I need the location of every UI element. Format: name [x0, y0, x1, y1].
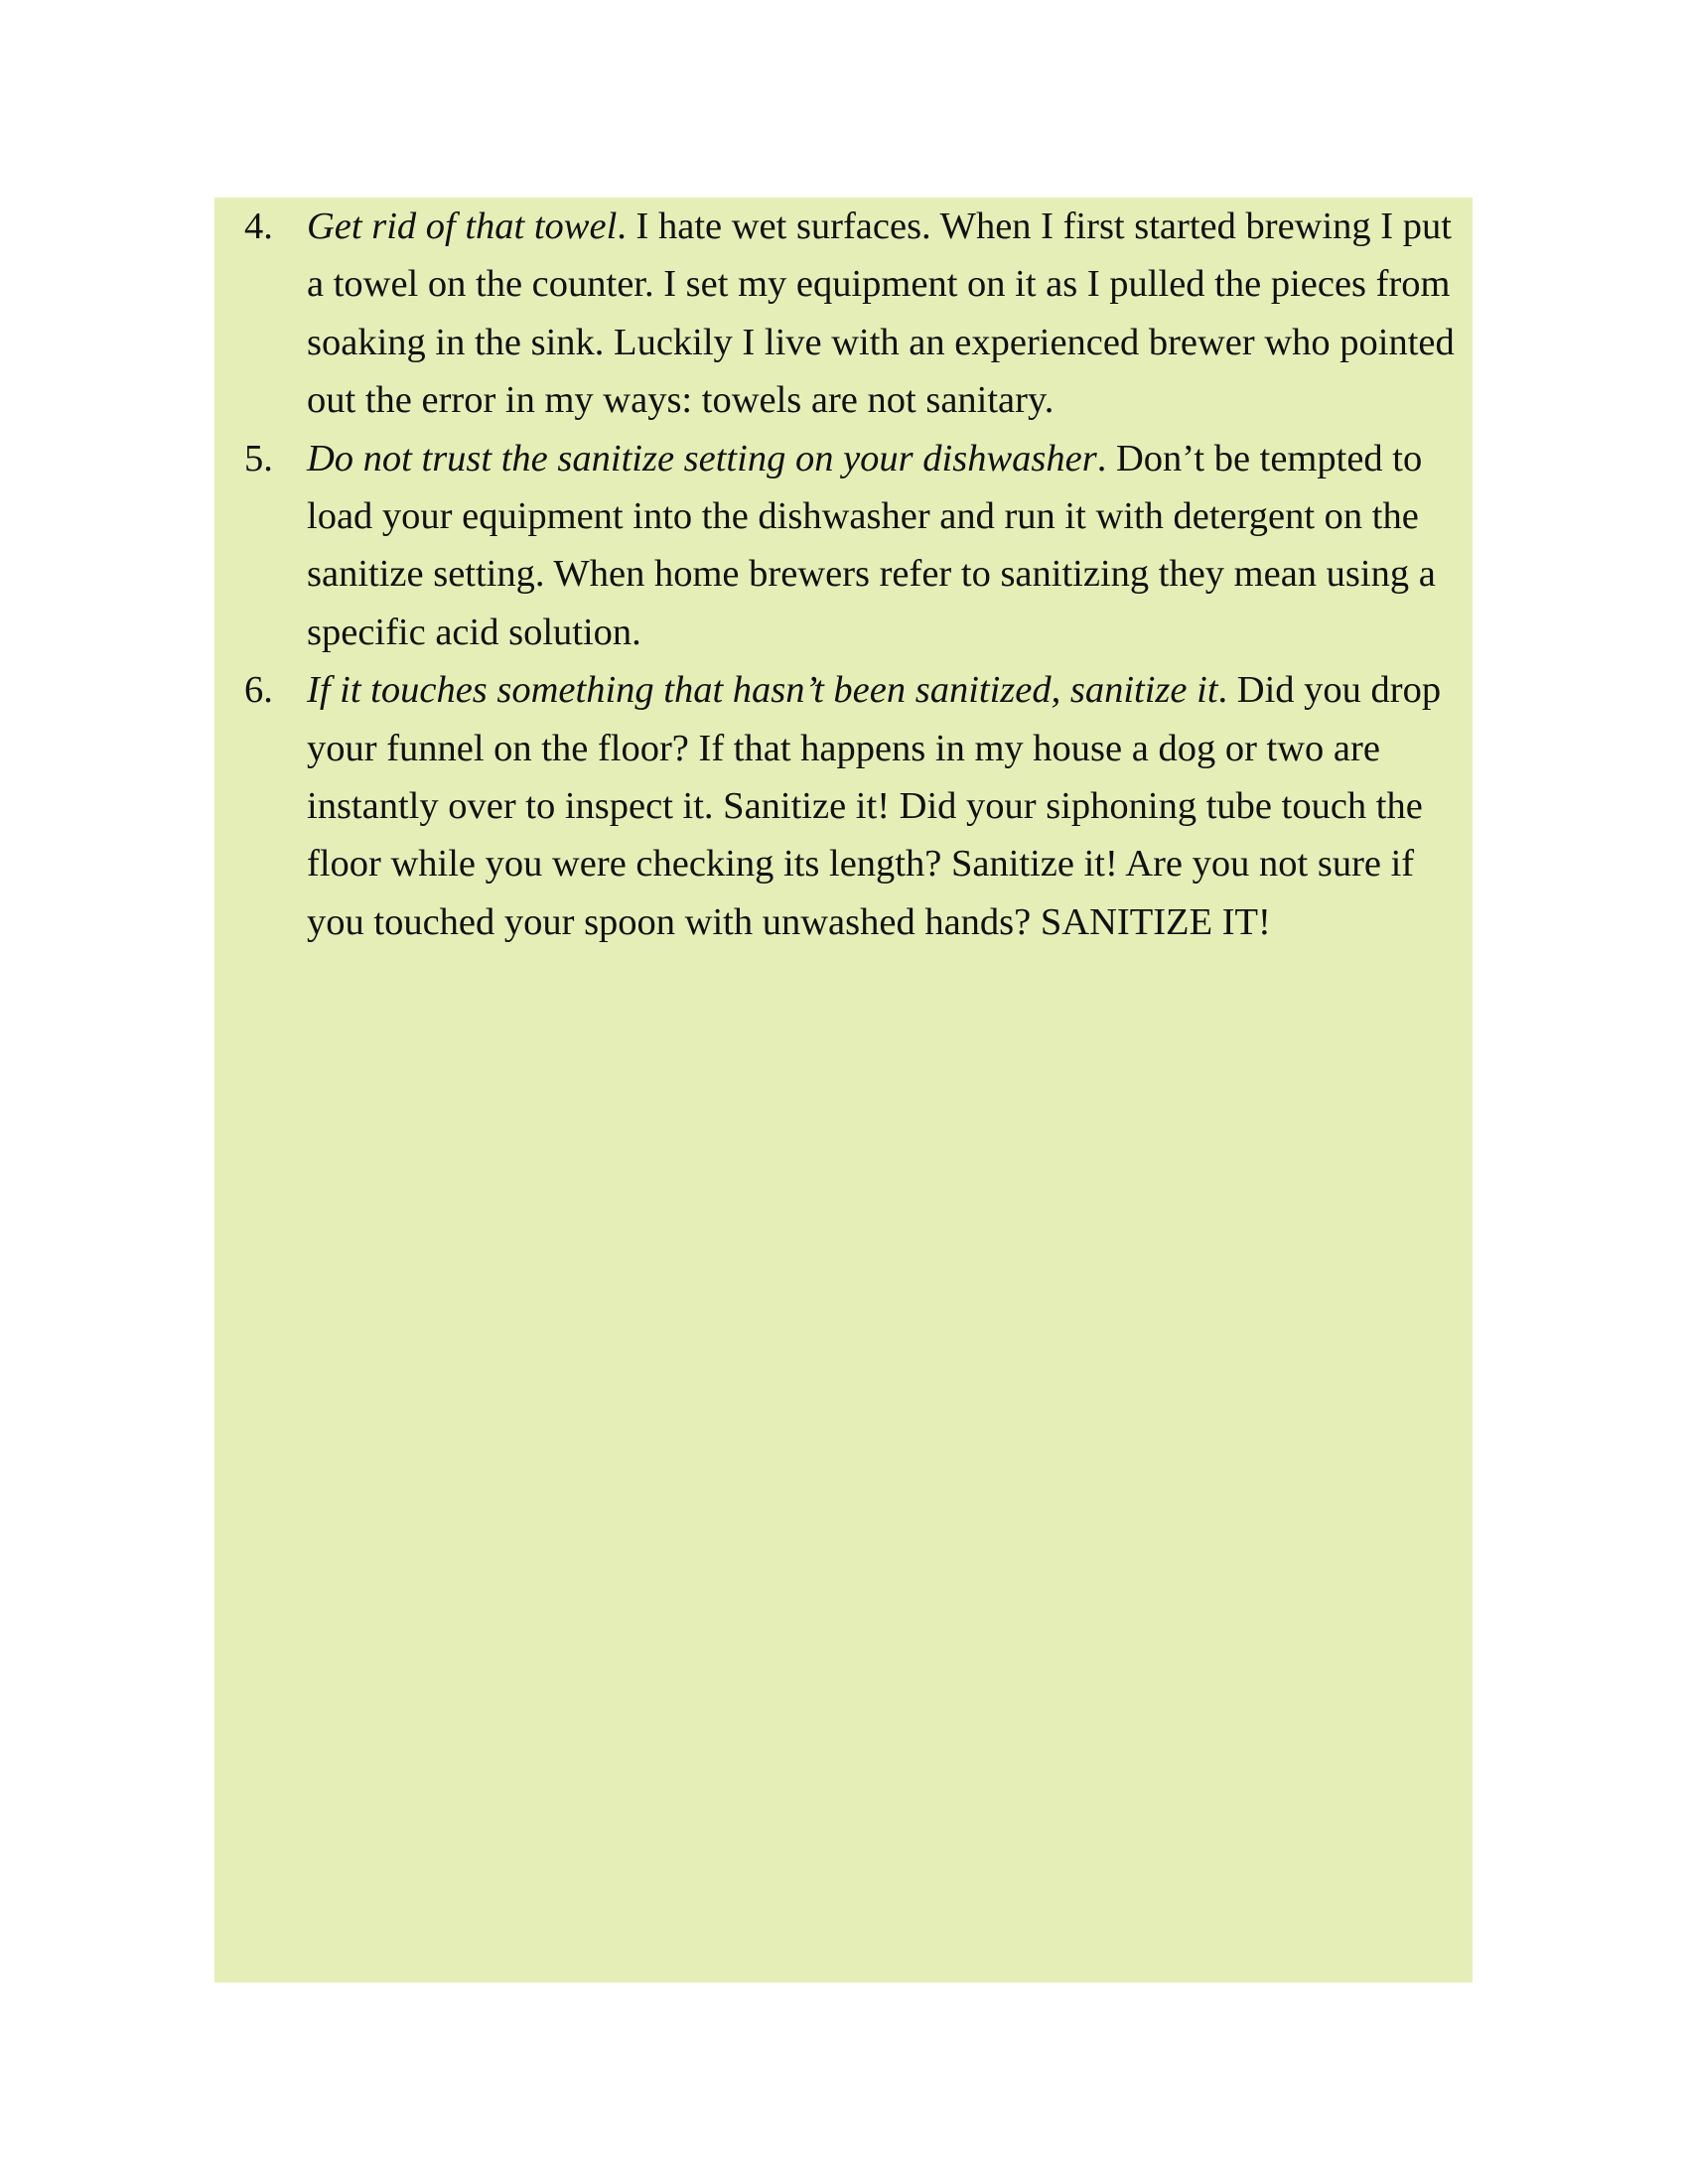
list-item-lead: Get rid of that towel — [307, 205, 618, 247]
list-item — [244, 430, 1466, 662]
list-item-body: . I hate wet surfaces. When I first started brewing I put a towel on the counter. I set my equipment on it as I pulled the pieces from soaking in the sink. Luckily I live with an experienced brewer who pointed out the error in my ways: towels are not sanitary. — [307, 205, 1455, 422]
list-item — [244, 198, 1466, 430]
numbered-list — [244, 198, 1466, 951]
list-item-number: 6. — [244, 669, 273, 712]
list-item-body: . Did you drop your funnel on the floor? If that happens in my house a dog or two are instantly over to inspect it. Sanitize it! Did your siphoning tube touch the floor while you were checking its length? Sanitize it! Are you not sure if you touched your spoon with unwashed hands? SANITIZE IT! — [307, 669, 1442, 943]
list-item-number: 5. — [244, 437, 273, 479]
list-item — [244, 661, 1466, 951]
list-item-lead: Do not trust the sanitize setting on your dishwasher — [307, 437, 1097, 479]
list-item-number: 4. — [244, 205, 273, 247]
highlighted-text-box — [214, 198, 1473, 1982]
list-item-body: . Don’t be tempted to load your equipment into the dishwasher and run it with detergent on the sanitize setting. When home brewers refer to sanitizing they mean using a specific acid solution. — [307, 437, 1436, 653]
list-item-lead: If it touches something that hasn’t been sanitized, sanitize it — [307, 669, 1218, 712]
